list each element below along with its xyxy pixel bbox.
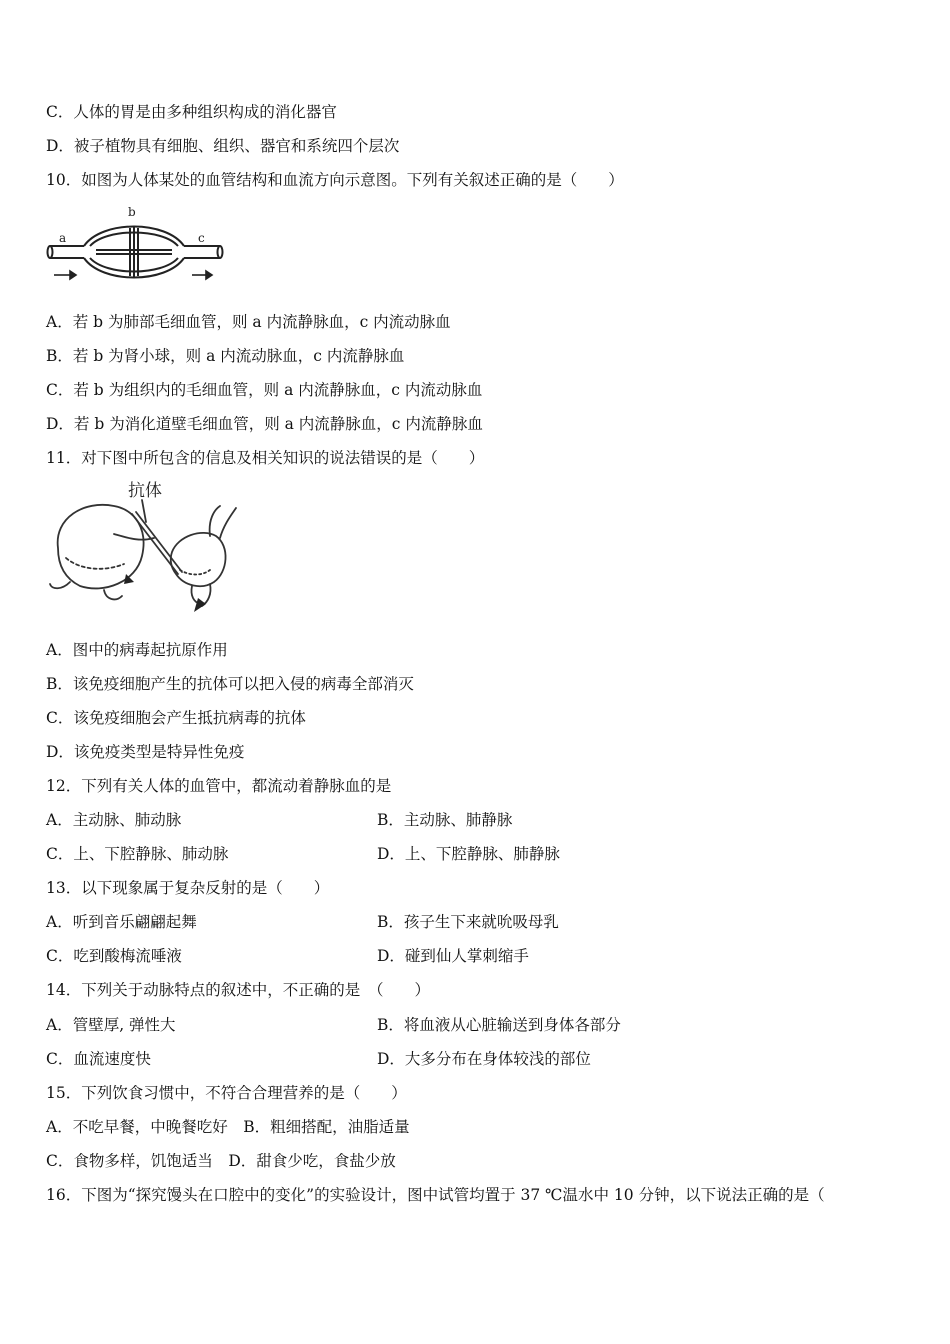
q11-antibody-cartoon-figure bbox=[44, 478, 244, 614]
q13-stem: 13．以下现象属于复杂反射的是（ ） bbox=[46, 879, 330, 897]
q12-stem: 12．下列有关人体的血管中，都流动着静脉血的是 bbox=[46, 777, 392, 795]
q13-option-b: B．孩子生下来就吮吸母乳 bbox=[377, 913, 559, 931]
q12-option-d: D．上、下腔静脉、肺静脉 bbox=[377, 845, 560, 863]
q16-stem: 16．下图为“探究馒头在口腔中的变化”的实验设计，图中试管均置于 37 ℃温水中 10 分钟，以下说法正确的是（ bbox=[46, 1186, 825, 1204]
q11-antibody-label: 抗体 bbox=[128, 481, 162, 501]
q15-options-ab: A．不吃早餐，中晚餐吃好 B．粗细搭配，油脂适量 bbox=[46, 1118, 410, 1136]
q10-option-c: C．若 b 为组织内的毛细血管，则 a 内流静脉血，c 内流动脉血 bbox=[46, 381, 483, 399]
q11-option-c: C．该免疫细胞会产生抵抗病毒的抗体 bbox=[46, 709, 306, 727]
q11-stem: 11．对下图中所包含的信息及相关知识的说法错误的是（ ） bbox=[46, 449, 485, 467]
q10-stem: 10．如图为人体某处的血管结构和血流方向示意图。下列有关叙述正确的是（ ） bbox=[46, 171, 624, 189]
q13-option-d: D．碰到仙人掌刺缩手 bbox=[377, 947, 529, 965]
q10-option-b: B．若 b 为肾小球，则 a 内流动脉血，c 内流静脉血 bbox=[46, 347, 405, 365]
q14-option-b: B．将血液从心脏输送到身体各部分 bbox=[377, 1016, 621, 1034]
q13-option-c: C．吃到酸梅流唾液 bbox=[46, 947, 182, 965]
q10-label-b: b bbox=[128, 205, 136, 219]
q14-stem: 14．下列关于动脉特点的叙述中，不正确的是 （ ） bbox=[46, 981, 430, 999]
q12-option-a: A．主动脉、肺动脉 bbox=[46, 811, 182, 829]
q12-option-b: B．主动脉、肺静脉 bbox=[377, 811, 513, 829]
q11-option-a: A．图中的病毒起抗原作用 bbox=[46, 641, 228, 659]
q14-option-a: A．管壁厚, 弹性大 bbox=[46, 1016, 176, 1034]
q14-option-c: C．血流速度快 bbox=[46, 1050, 151, 1068]
q11-option-b: B．该免疫细胞产生的抗体可以把入侵的病毒全部消灭 bbox=[46, 675, 414, 693]
q14-option-d: D．大多分布在身体较浅的部位 bbox=[377, 1050, 591, 1068]
q10-option-d: D．若 b 为消化道壁毛细血管，则 a 内流静脉血，c 内流静脉血 bbox=[46, 415, 483, 433]
q15-options-cd: C．食物多样，饥饱适当 D．甜食少吃，食盐少放 bbox=[46, 1152, 396, 1170]
q11-option-d: D．该免疫类型是特异性免疫 bbox=[46, 743, 245, 761]
q9-option-c: C．人体的胃是由多种组织构成的消化器官 bbox=[46, 103, 337, 121]
q15-stem: 15．下列饮食习惯中，不符合合理营养的是（ ） bbox=[46, 1084, 407, 1102]
q12-option-c: C．上、下腔静脉、肺动脉 bbox=[46, 845, 229, 863]
q10-option-a: A．若 b 为肺部毛细血管，则 a 内流静脉血，c 内流动脉血 bbox=[46, 313, 451, 331]
q13-option-a: A．听到音乐翩翩起舞 bbox=[46, 913, 197, 931]
q9-option-d: D．被子植物具有细胞、组织、器官和系统四个层次 bbox=[46, 137, 400, 155]
q10-blood-vessel-figure bbox=[44, 202, 234, 286]
q10-label-a: a bbox=[59, 231, 67, 245]
q10-label-c: c bbox=[198, 231, 205, 245]
